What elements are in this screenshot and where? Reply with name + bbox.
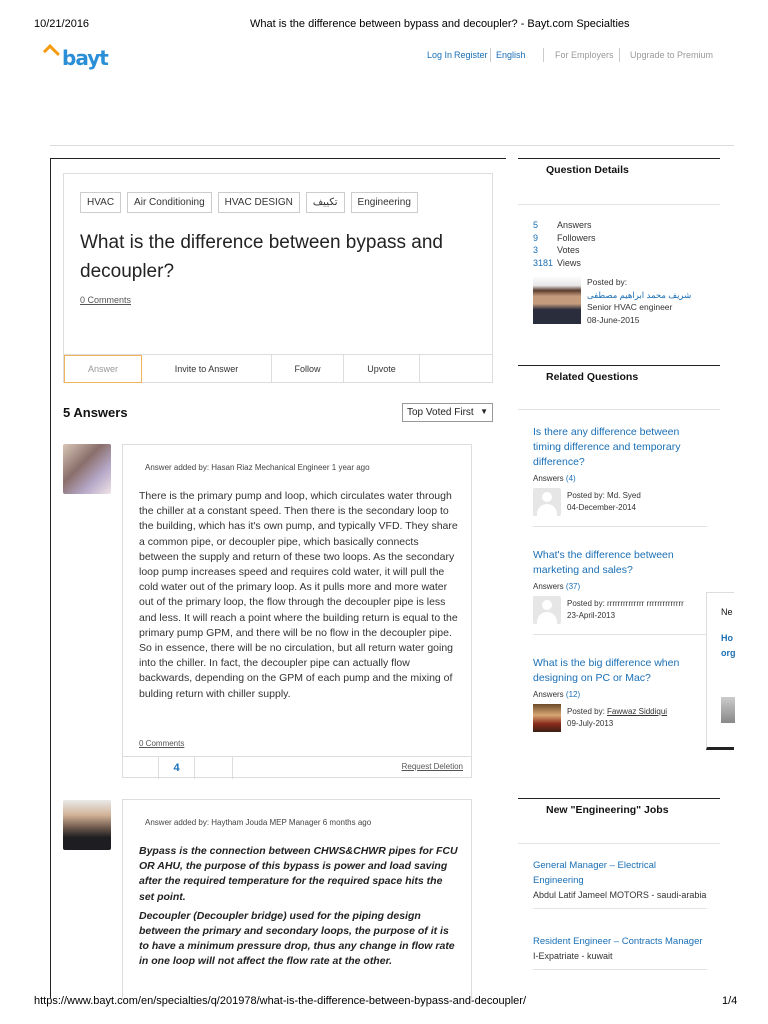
answer-meta: Answer added by: Haytham Jouda MEP Manager 6 months ago (145, 818, 372, 827)
poster-avatar[interactable] (533, 276, 581, 324)
job-title-link[interactable]: General Manager – Electrical Engineering (533, 860, 657, 886)
print-date: 10/21/2016 (34, 18, 90, 30)
sidebar-divider (518, 365, 720, 366)
poster-name-link[interactable]: شريف محمد ابراهيم مصطفى (587, 289, 692, 300)
related-divider (533, 526, 707, 527)
nav-divider (543, 48, 544, 62)
popup-label: Ne (721, 607, 733, 617)
vote-down-cell[interactable] (195, 757, 233, 779)
sidebar-divider (518, 158, 720, 159)
related-divider (533, 634, 707, 635)
job-title-link[interactable]: Resident Engineer – Contracts Manager (533, 936, 703, 947)
related-poster (533, 704, 709, 734)
related-questions-title: Related Questions (546, 371, 639, 383)
stat-answers: 5 Answers (533, 220, 592, 230)
answer-body (139, 844, 459, 974)
upgrade-premium-link[interactable]: Upgrade to Premium (630, 50, 714, 60)
job-divider (533, 908, 707, 909)
answerer-avatar[interactable] (63, 800, 111, 850)
related-poster-text: Posted by: Fawwaz Siddiqui 09-July-2013 (567, 707, 668, 728)
stat-followers: 9 Followers (533, 232, 596, 243)
related-question-link[interactable]: What is the big difference when designing on PC or Mac? (533, 657, 680, 684)
upvote-button[interactable]: Upvote (344, 355, 420, 383)
nav-divider (490, 48, 491, 62)
answers-count: 5 Answers (63, 405, 128, 420)
related-question-link[interactable]: What's the difference between marketing and sales? (533, 549, 674, 576)
tag[interactable]: Air Conditioning (127, 192, 212, 213)
print-page-number: 1/4 (722, 995, 738, 1007)
print-url: https://www.bayt.com/en/specialties/q/201978/what-is-the-difference-between-bypass-and-decoupler/ (34, 995, 527, 1007)
tag[interactable]: HVAC (80, 192, 121, 213)
tag[interactable]: تكييف (306, 192, 345, 213)
question-card (63, 173, 493, 383)
related-poster (533, 488, 709, 518)
stat-views: 3181 Views (533, 257, 581, 268)
popup-link[interactable]: Ho org (721, 633, 736, 658)
answer-comments-link[interactable]: 0 Comments (139, 739, 185, 748)
question-actions (64, 354, 492, 383)
register-link[interactable]: Register (454, 50, 488, 60)
job-company: I-Expatriate - kuwait (533, 951, 613, 961)
related-poster (533, 596, 709, 626)
bayt-logo[interactable] (50, 44, 120, 68)
poster-label: Posted by: (587, 277, 628, 287)
popup-thumbnail (721, 697, 735, 723)
poster-avatar[interactable] (533, 704, 561, 732)
answer-card (122, 799, 472, 999)
related-question (533, 656, 709, 734)
default-avatar-icon (533, 488, 561, 516)
tag-list (80, 192, 418, 213)
related-poster-text: Posted by: Md. Syed 04-December-2014 (567, 491, 641, 512)
answerer-avatar[interactable] (63, 444, 111, 494)
job-item (533, 858, 709, 909)
question-stats (533, 219, 596, 269)
dropdown-arrow-icon: ▼ (480, 407, 488, 416)
language-link[interactable]: English (496, 50, 526, 60)
logo-caret-icon (43, 44, 60, 61)
related-answers-count: Answers (4) (533, 474, 576, 483)
job-item (533, 934, 709, 970)
answer-footer (123, 756, 471, 778)
sort-select[interactable] (402, 403, 493, 422)
related-question (533, 548, 709, 635)
answer-paragraph: Decoupler (Decoupler bridge) used for the piping design between the primary and secondary loops, the purpose of it is to have a minimum pressure drop, thus any change in flow rate in one loop will not affect the flow rate at the other. (139, 909, 455, 968)
invite-to-answer-button[interactable]: Invite to Answer (142, 355, 272, 383)
poster-name-link[interactable]: Fawwaz Siddiqui (607, 707, 668, 716)
answer-button[interactable]: Answer (64, 355, 142, 383)
sidebar-divider (518, 409, 720, 410)
employers-link[interactable]: For Employers (555, 50, 614, 60)
login-link[interactable]: Log In (427, 50, 453, 60)
answer-meta: Answer added by: Hasan Riaz Mechanical Engineer 1 year ago (145, 463, 370, 472)
related-poster-text: Posted by: rrrrrrrrrrrrrr rrrrrrrrrrrrrr 23-April-2013 (567, 599, 684, 620)
job-divider (533, 969, 707, 970)
sidebar-divider (518, 204, 720, 205)
poster-date: 08-June-2015 (587, 314, 640, 325)
sort-value: Top Voted First (407, 407, 474, 418)
question-details-title: Question Details (546, 164, 629, 176)
tag[interactable]: Engineering (351, 192, 418, 213)
vote-up-cell[interactable] (123, 757, 159, 779)
question-title: What is the difference between bypass and decoupler? (80, 232, 443, 282)
poster-role: Senior HVAC engineer (587, 302, 673, 312)
print-title: What is the difference between bypass and decoupler? - Bayt.com Specialties (250, 18, 630, 30)
job-company: Abdul Latif Jameel MOTORS - saudi-arabia (533, 890, 707, 900)
tag[interactable]: HVAC DESIGN (218, 192, 300, 213)
side-popup (706, 592, 734, 750)
related-question-link[interactable]: Is there any difference between timing difference and temporary difference? (533, 426, 681, 468)
sidebar-divider (518, 798, 720, 799)
answer-card (122, 444, 472, 778)
related-question (533, 425, 709, 527)
default-avatar-icon (533, 596, 561, 624)
logo-text: bayt (62, 46, 108, 70)
answer-body: There is the primary pump and loop, which circulates water through the chiller at a constant speed. Then there is the secondary loop to the building, which has it's own pump, and typically VFD. They share a common pipe, or decoupler pipe, which basically connects between the supply and return of these two loops. As the secondary loop pump increases speed and requires cold water, it will pull the cold water out of the primary loop. As it pulls more and more water out of the primary loop, the flow through the decoupler pipe is less and less. It will reach a point where the building return is equal to the primary pump GPM, and there will be no flow in the decoupler pipe. So in essence, there will be no circulation, but all return water going into the chiller. In fact, the decoupler pipe can actually flow backwards, depending on the GPM of each pump and the mixing of bulding return with chiller supply. (139, 490, 458, 700)
jobs-title: New "Engineering" Jobs (546, 804, 669, 816)
request-deletion-link[interactable]: Request Deletion (401, 762, 463, 771)
header-divider (50, 145, 734, 146)
answer-paragraph: Bypass is the connection between CHWS&CHWR pipes for FCU OR AHU, the purpose of this bypass is power and load saving after the required temperature for the required space hits the set point. (139, 845, 458, 903)
poster-info (587, 276, 691, 326)
vote-count: 4 (159, 757, 195, 779)
related-answers-count: Answers (12) (533, 690, 581, 699)
question-comments-link[interactable]: 0 Comments (80, 295, 132, 305)
nav-divider (619, 48, 620, 62)
stat-votes: 3 Votes (533, 245, 580, 255)
related-answers-count: Answers (37) (533, 582, 581, 591)
sidebar-divider (518, 843, 720, 844)
follow-button[interactable]: Follow (272, 355, 344, 383)
